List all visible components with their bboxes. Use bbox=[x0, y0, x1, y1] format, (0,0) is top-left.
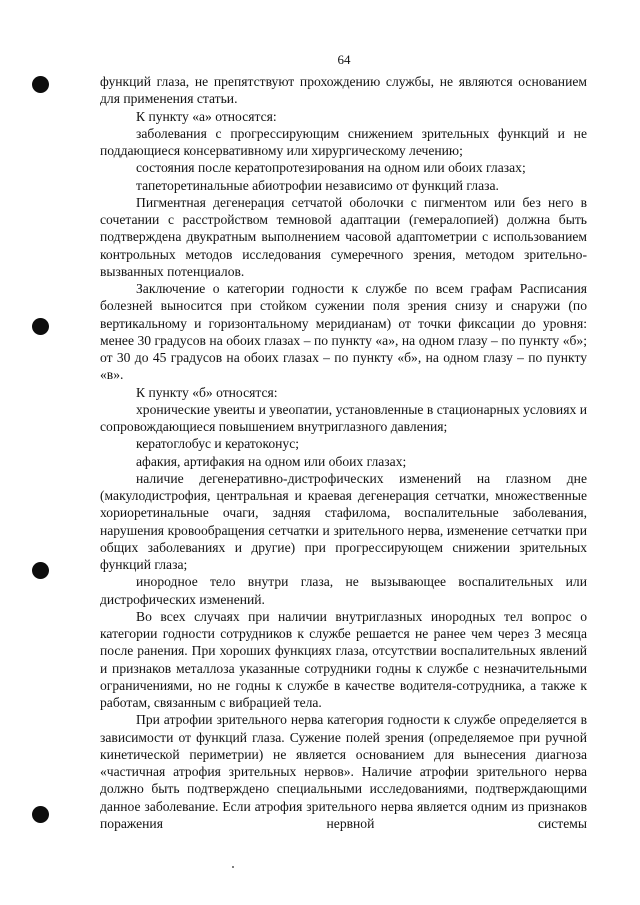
paragraph: хронические увеиты и увеопатии, установленные в стационарных условиях и сопровождающиеся повышением внутриглазного давления; bbox=[100, 401, 587, 434]
paragraph: заболевания с прогрессирующим снижением зрительных функций и не поддающиеся консервативному или хирургическому лечению; bbox=[100, 125, 587, 158]
document-body bbox=[100, 73, 587, 832]
binder-hole bbox=[32, 806, 49, 823]
paragraph: Во всех случаях при наличии внутриглазных инородных тел вопрос о категории годности сотрудников к службе решается не ранее чем через 3 месяца после ранения. При хороших функциях глаза, отсутствии воспалительных явлений и признаков металлоза указанные сотрудники годны к службе с незначительными ограничениями, но не годны к службе в качестве водителя-сотрудника, а также к работам, связанным с вибрацией тела. bbox=[100, 608, 587, 710]
binder-hole bbox=[32, 318, 49, 335]
paragraph: К пункту «а» относятся: bbox=[136, 108, 277, 124]
paragraph: состояния после кератопротезирования на одном или обоих глазах; bbox=[136, 160, 526, 176]
paragraph: афакия, артифакия на одном или обоих глазах; bbox=[136, 453, 407, 469]
paragraph: тапеторетинальные абиотрофии независимо от функций глаза. bbox=[136, 177, 499, 193]
paragraph: При атрофии зрительного нерва категория годности к службе определяется в зависимости от функций глаза. Сужение полей зрения (определяемое при ручной кинетической периметрии) не является основанием для вынесения диагноза «частичная атрофия зрительных нервов». Наличие атрофии зрительного нерва должно быть подтверждено специальными исследованиями, подтверждающими данное заболевание. Если атрофия зрительного нерва является одним из признаков поражения нервной системы bbox=[100, 712, 587, 831]
paragraph: инородное тело внутри глаза, не вызывающее воспалительных или дистрофических изменений. bbox=[100, 574, 587, 607]
paragraph: К пункту «б» относятся: bbox=[136, 384, 278, 400]
paragraph: кератоглобус и кератоконус; bbox=[136, 436, 300, 452]
scan-speck bbox=[232, 866, 234, 868]
paragraph: наличие дегенеративно-дистрофических изменений на глазном дне (макулодистрофия, центральная и краевая дегенерация сетчатки, множественные хориоретинальные очаги, задняя стафилома, воспалительные заболевания, нарушения кровообращения сетчатки и зрительного нерва, изменение сетчатки при общих заболеваниях и другие) при прогрессирующем снижении зрительных функций глаза; bbox=[100, 470, 587, 572]
paragraph: Пигментная дегенерация сетчатой оболочки с пигментом или без него в сочетании с расстройством темновой адаптации (гемералопией) должна быть подтверждена двукратным выполнением часовой адаптометрии с использованием контрольных методов исследования сумеречного зрения, методом зрительно-вызванных потенциалов. bbox=[100, 194, 587, 279]
binder-hole bbox=[32, 76, 49, 93]
page-number: 64 bbox=[337, 52, 351, 67]
binder-hole bbox=[32, 562, 49, 579]
paragraph: Заключение о категории годности к службе по всем графам Расписания болезней выносится при стойком сужении поля зрения снизу и снаружи (по вертикальному и горизонтальному меридианам) от точки фиксации до уровня: менее 30 градусов на обоих глазах – по пункту «а», на одном глазу – по пункту «б»; от 30 до 45 градусов на обоих глазах – по пункту «б», на одном глазу – по пункту «в». bbox=[100, 281, 587, 383]
paragraph: функций глаза, не препятствуют прохождению службы, не являются основанием для применения статьи. bbox=[100, 74, 587, 107]
